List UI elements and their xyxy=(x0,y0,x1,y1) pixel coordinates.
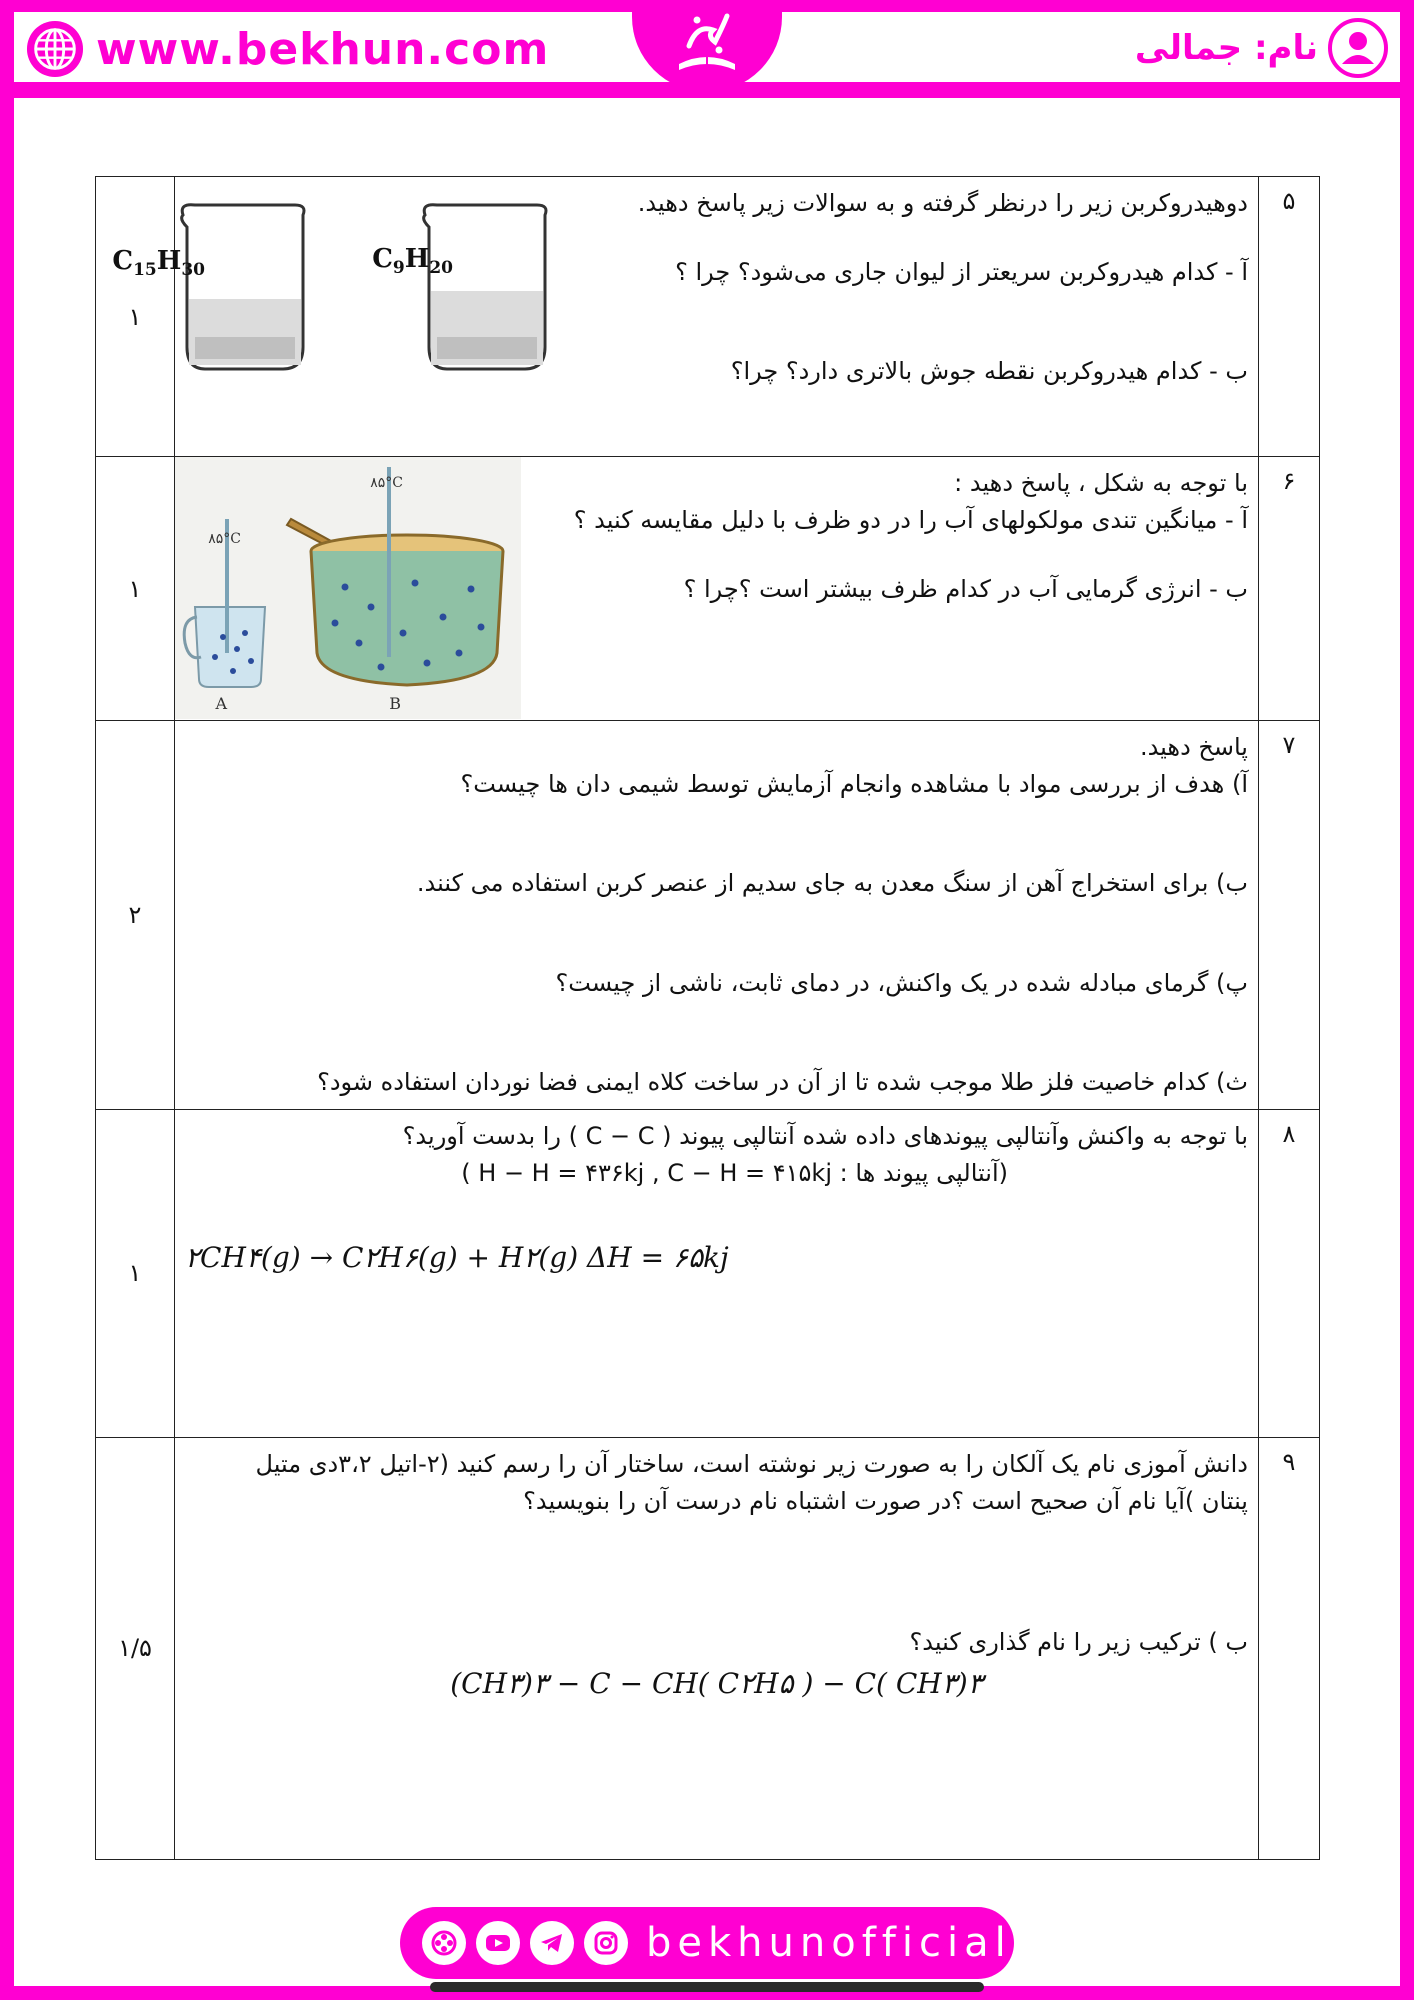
question-body xyxy=(112,177,1259,457)
header-divider xyxy=(14,92,1400,98)
question-text: با توجه به شکل ، پاسخ دهید : xyxy=(954,469,1248,497)
question-body xyxy=(175,721,1259,1110)
question-row xyxy=(96,1109,1320,1437)
question-text: ب) برای استخراج آهن از سنگ معدن به جای سدیم از عنصر کربن استفاده می کنند. xyxy=(416,869,1248,898)
heat-figure xyxy=(175,457,521,719)
question-score: ۲ xyxy=(96,721,175,1110)
student-name xyxy=(1135,18,1388,78)
question-text: با توجه به واکنش وآنتالپی پیوندهای داده شده آنتالپی پیوند ( C − C ) را بدست آورید؟ xyxy=(402,1121,1248,1150)
question-score: ۱/۵ xyxy=(96,1437,175,1859)
site-link[interactable] xyxy=(26,20,549,78)
question-text: آ - میانگین تندی مولکولهای آب را در دو ظرف با دلیل مقایسه کنید ؟ xyxy=(573,506,1248,535)
instagram-icon[interactable] xyxy=(584,1921,628,1965)
question-text: آ - کدام هیدروکربن سریعتر از لیوان جاری می‌شود؟ چرا ؟ xyxy=(675,258,1248,287)
social-footer xyxy=(400,1907,1014,1979)
temp-b-label: ۸۵°C xyxy=(370,475,403,491)
reaction-equation: ۲CH۴(g) → C۲H۶(g) + H۲(g) ΔH = ۶۵kj xyxy=(185,1241,729,1275)
question-row xyxy=(96,721,1320,1110)
beakers-figure xyxy=(112,197,595,377)
question-body xyxy=(175,1437,1259,1859)
question-text: ب ) ترکیب زیر را نام گذاری کنید؟ xyxy=(909,1628,1248,1657)
label-b: B xyxy=(389,694,401,713)
question-text: پاسخ دهید. xyxy=(1139,733,1248,761)
question-body xyxy=(175,457,1259,721)
question-text: ب - انرژی گرمایی آب در کدام ظرف بیشتر است ؟چرا ؟ xyxy=(683,575,1248,604)
youtube-icon[interactable] xyxy=(476,1921,520,1965)
temp-a-label: ۸۵°C xyxy=(208,531,241,547)
question-text: ب - کدام هیدروکربن نقطه جوش بالاتری دارد؟ چرا؟ xyxy=(730,357,1248,386)
footer-shadow xyxy=(430,1982,984,1992)
question-text: ث) کدام خاصیت فلز طلا موجب شده تا از آن در ساخت کلاه ایمنی فضا نوردان استفاده شود؟ xyxy=(317,1067,1248,1096)
site-url[interactable]: www.bekhun.com xyxy=(96,23,550,75)
label-a: A xyxy=(215,694,227,713)
student-name-label: نام: جمالی xyxy=(1134,28,1318,68)
question-text: پ) گرمای مبادله شده در یک واکنش، در دمای ثابت، ناشی از چیست؟ xyxy=(555,968,1248,997)
question-number: ۵ xyxy=(1259,177,1320,457)
svg-text:C9H20: $C_9H_{20}$ xyxy=(372,244,453,278)
beaker-right-sub: 9 xyxy=(392,258,405,278)
svg-text:C15H30: $C_{15}H_{30}$ xyxy=(112,246,205,280)
bond-enthalpies: (آنتالپی پیوند ها : H − H = ۴۳۶kj , C − H = ۴۱۵kj ) xyxy=(461,1159,1008,1188)
beaker-left-sub2: 30 xyxy=(181,260,205,280)
question-number: ۹ xyxy=(1259,1437,1320,1859)
question-text: پنتان )آیا نام آن صحیح است ؟در صورت اشتباه نام درست آن را بنویسید؟ xyxy=(523,1487,1248,1516)
user-icon xyxy=(1328,18,1388,78)
question-number: ۷ xyxy=(1259,721,1320,1110)
question-text: آ) هدف از بررسی مواد با مشاهده وانجام آزمایش توسط شیمی دان ها چیست؟ xyxy=(460,770,1248,799)
question-score: ۱ xyxy=(96,177,175,457)
question-row xyxy=(96,1437,1320,1859)
compound-formula: (CH۳)۳ − C − CH( C۲H۵ ) − C( CH۳)۳ xyxy=(450,1666,983,1700)
aparat-icon[interactable] xyxy=(422,1921,466,1965)
book-logo-icon xyxy=(667,6,747,86)
question-number: ۸ xyxy=(1259,1109,1320,1437)
social-handle[interactable]: bekhunofficial xyxy=(646,1920,1012,1966)
questions-table xyxy=(95,176,1320,1860)
question-score: ۱ xyxy=(96,1109,175,1437)
question-row xyxy=(96,457,1320,721)
beaker-right-sub2: 20 xyxy=(429,258,453,278)
question-number: ۶ xyxy=(1259,457,1320,721)
telegram-icon[interactable] xyxy=(530,1921,574,1965)
globe-icon xyxy=(26,20,84,78)
question-score: ۱ xyxy=(96,457,175,721)
question-body xyxy=(175,1109,1259,1437)
question-text: دوهیدروکربن زیر را درنظر گرفته و به سوالات زیر پاسخ دهید. xyxy=(637,189,1248,217)
question-row xyxy=(96,177,1320,457)
beaker-left-sub: 15 xyxy=(133,260,157,280)
question-text: دانش آموزی نام یک آلکان را به صورت زیر نوشته است، ساختار آن را رسم کنید (۲-اتیل ۳،۲دی متیل xyxy=(255,1449,1248,1478)
